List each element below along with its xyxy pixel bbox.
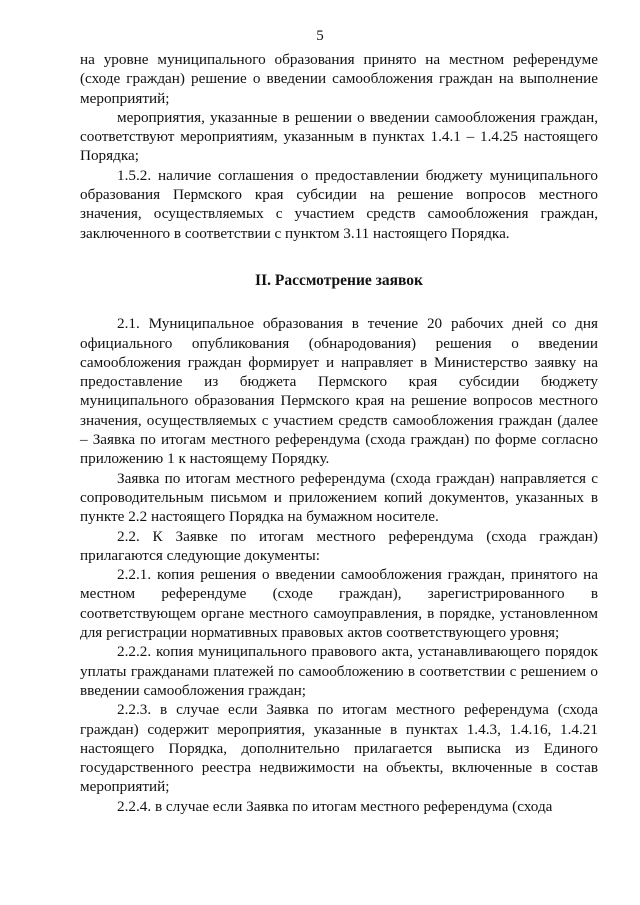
paragraph-2-2: 2.2. К Заявке по итогам местного референдума (схода граждан) прилагаются следующие документы:	[80, 527, 598, 564]
paragraph-continuation: на уровне муниципального образования принято на местном референдуме (сходе граждан) решение о введении самообложения граждан на выполнение мероприятий;	[80, 51, 598, 107]
paragraph-2-2-2: 2.2.2. копия муниципального правового акта, устанавливающего порядок уплаты гражданами платежей по самообложению в соответствии с решением о введении самообложения граждан;	[80, 643, 598, 699]
paragraph-1-5-2: 1.5.2. наличие соглашения о предоставлении бюджету муниципального образования Пермского края субсидии на решение вопросов местного значения, осуществляемых с участием средств самообложения граждан, заключенного в соответствии с пунктом 3.11 настоящего Порядка.	[80, 166, 598, 242]
paragraph-2-2-1: 2.2.1. копия решения о введении самообложения граждан, принятого на местном референдуме (сходе граждан), зарегистрированного в соответствующем органе местного самоуправления, в порядке, установленном для регистрации нормативных правовых актов соответствующего уровня;	[80, 566, 598, 642]
document-body	[80, 50, 598, 816]
paragraph-2-2-4: 2.2.4. в случае если Заявка по итогам местного референдума (схода	[117, 797, 553, 815]
section-heading: II. Рассмотрение заявок	[255, 271, 423, 289]
paragraph-2-2-3: 2.2.3. в случае если Заявка по итогам местного референдума (схода граждан) содержит мероприятия, указанные в пунктах 1.4.3, 1.4.16, 1.4.21 настоящего Порядка, дополнительно прилагается выписка из Единого государственного реестра недвижимости на объекты, включенные в состав мероприятий;	[80, 701, 598, 796]
paragraph-activities-match: мероприятия, указанные в решении о введении самообложения граждан, соответствуют мероприятиям, указанным в пунктах 1.4.1 – 1.4.25 настоящего Порядка;	[80, 108, 598, 165]
paragraph-application-sending: Заявка по итогам местного референдума (схода граждан) направляется с сопроводительным письмом и приложением копий документов, указанных в пункте 2.2 настоящего Порядка на бумажном носителе.	[80, 469, 598, 526]
page-number: 5	[316, 28, 324, 44]
paragraph-2-1: 2.1. Муниципальное образования в течение 20 рабочих дней со дня официального опубликования (обнародования) решения о введении самообложения граждан формирует и направляет в Министерство заявку на предоставление из бюджета Пермского края субсидии бюджету муниципального образования Пермского края на решение вопросов местного значения, осуществляемых с участием средств самообложения граждан (далее – Заявка по итогам местного референдума (схода граждан) по форме согласно приложению 1 к настоящему Порядку.	[80, 315, 598, 468]
